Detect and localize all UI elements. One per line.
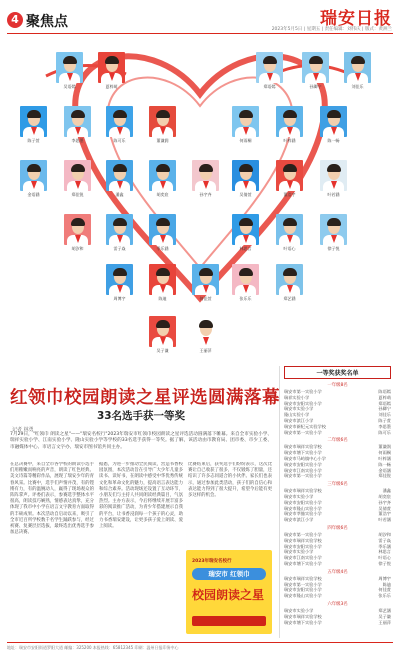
student-name: 张乐乐 <box>239 296 252 301</box>
student-photo <box>149 160 176 197</box>
newspaper-masthead: 瑞安日报 <box>320 9 392 29</box>
grade-heading: 四年级6名 <box>327 525 348 531</box>
winner-row <box>284 620 391 626</box>
portrait-image <box>232 160 259 191</box>
winner-name: 吴子谦 <box>378 613 391 619</box>
student-photo <box>192 264 219 301</box>
portrait-image <box>56 52 83 83</box>
student-name: 胡汐和 <box>71 246 84 251</box>
student-name: 何雨桐 <box>239 138 252 143</box>
article-body <box>10 432 272 637</box>
winner-row <box>284 430 391 436</box>
winner-school: 瑞安市瑞祥实验学校 <box>284 613 322 619</box>
winner-name: 叶语心 <box>378 555 391 561</box>
winner-school: 瑞安市第一实验小学 <box>284 429 322 435</box>
student-name: 潘鑫 <box>115 192 124 197</box>
winner-name: 陈一畅 <box>378 461 391 467</box>
promo-event: 2023年瑞安名校行 <box>192 559 232 564</box>
winner-school: 瑞安市安阳实验小学 <box>284 543 322 549</box>
winner-school: 瑞安市第一实验小学 <box>284 389 322 394</box>
student-name: 夏梓萌 <box>105 84 118 89</box>
promo-bar <box>192 616 266 626</box>
article-subtitle: 33名选手获一等奖 <box>96 410 186 422</box>
winner-row <box>284 517 391 523</box>
portrait-image <box>149 106 176 137</box>
portrait-image <box>232 106 259 137</box>
student-name: 郑语嫣 <box>263 84 276 89</box>
student-photo <box>106 214 133 251</box>
article-title: 红领巾校园朗读之星评选圆满落幕 <box>10 388 280 408</box>
student-name: 孙卿宁 <box>309 84 322 89</box>
winner-name: 刘佳乐 <box>378 412 391 418</box>
portrait-image <box>320 106 347 137</box>
winner-name: 董谦润 <box>378 444 391 450</box>
winner-name: 郑佳锐 <box>378 473 391 479</box>
student-name: 董浩宇 <box>283 192 296 197</box>
winner-row <box>284 593 391 599</box>
portrait-image <box>149 316 176 347</box>
winner-name: 王丽萍 <box>378 619 391 625</box>
winner-school: 瑞安市第一实验小学 <box>284 473 322 479</box>
winner-name: 季乐涵 <box>378 543 391 549</box>
winner-school: 瑞安市塘下实验小学 <box>284 560 322 566</box>
portrait-image <box>276 106 303 137</box>
student-name: 陈子萱 <box>27 138 40 143</box>
winner-name: 陈可乐 <box>378 429 391 435</box>
portrait-image <box>106 214 133 245</box>
winner-name: 胡奕宸 <box>378 493 391 499</box>
portrait-image <box>192 316 219 347</box>
student-name: 吴倩萱 <box>239 192 252 197</box>
student-photo <box>149 214 176 251</box>
portrait-image <box>344 52 371 83</box>
winner-school: 瑞安市实验小学 <box>284 493 314 499</box>
student-photo <box>344 52 371 89</box>
portrait-image <box>106 106 133 137</box>
student-name: 林思言 <box>239 246 252 251</box>
student-name: 吴语嫣 <box>63 84 76 89</box>
winner-school: 瑞安市江南实验小学 <box>284 555 322 561</box>
grade-heading: 五年级4名 <box>327 569 348 575</box>
portrait-image <box>192 264 219 295</box>
grade-heading: 一年级8名 <box>327 383 348 388</box>
student-name: 何佳萱 <box>199 296 212 301</box>
student-name: 董谦润 <box>156 138 169 143</box>
winner-school: 瑞安市塘下实验小学 <box>284 619 322 625</box>
student-photo <box>106 160 133 197</box>
winner-school: 瑞安市安阳实验小学 <box>284 499 322 505</box>
winner-name: 李思墨 <box>378 423 391 429</box>
winner-school: 瑞安市第一实验小学 <box>284 581 322 587</box>
winner-name: 孙宇齐 <box>378 499 391 505</box>
student-name: 徐子悦 <box>327 246 340 251</box>
article-column-3: 比赛结束后，获奖选手们纷纷表示，这次比赛让自己收获了很多，不仅锻炼了胆量，还结识了许多志同道合的小伙伴。家长们也表示，通过参加此类活动，孩子们的自信心和表达能力得到了很大提升，希望今后能有更多这样的机会。 <box>188 462 272 499</box>
winner-name: 董浩宇 <box>378 511 391 517</box>
winner-school: 瑞安市瑞祥实验学校 <box>284 537 322 543</box>
winner-school: 瑞安市安阳实验小学 <box>284 461 322 467</box>
winner-name: 胡汐和 <box>378 531 391 537</box>
promo-ribbon: 瑞安市 红领巾 <box>192 568 266 580</box>
student-name: 刘佳乐 <box>351 84 364 89</box>
student-name: 郑佳锐 <box>71 192 84 197</box>
winner-school: 瑞安市安阳实验小学 <box>284 587 322 593</box>
grade-heading: 六年级3名 <box>327 601 348 607</box>
winner-school: 瑞安市瑞祥实验学校 <box>284 444 322 450</box>
article-byline: 记者 林勇 <box>12 427 34 433</box>
portrait-image <box>232 264 259 295</box>
portrait-image <box>64 214 91 245</box>
winner-name: 何佳萱 <box>378 587 391 593</box>
student-photo <box>232 106 259 143</box>
portrait-image <box>232 214 259 245</box>
portrait-image <box>302 52 329 83</box>
winner-name: 夏梓萌 <box>378 394 391 400</box>
portrait-image <box>192 160 219 191</box>
student-name: 金语涵 <box>27 192 40 197</box>
student-photo <box>98 52 125 89</box>
winner-school: 瑞安市瑞祥实验学校 <box>284 488 322 494</box>
winner-school: 瑞安市江南实验小学 <box>284 467 322 473</box>
student-name: 胡奕宸 <box>156 192 169 197</box>
winner-school: 瑞安市瑞祥实验学校 <box>284 575 322 581</box>
student-photo <box>232 214 259 251</box>
student-photo <box>106 106 133 143</box>
student-name: 李思墨 <box>71 138 84 143</box>
winner-school: 隆山实验小学 <box>284 412 310 418</box>
winner-school: 瑞安市莘塍实验小学 <box>284 511 322 517</box>
page-number: 4 <box>7 12 23 28</box>
student-photo <box>232 264 259 301</box>
student-name: 叶语心 <box>283 246 296 251</box>
student-name: 孙宇齐 <box>199 192 212 197</box>
student-name: 王丽萍 <box>199 348 212 353</box>
winner-school: 瑞安市实验小学 <box>284 549 314 555</box>
winner-school: 瑞安市隆山实验小学 <box>284 593 322 599</box>
winner-name: 雷子焱 <box>378 537 391 543</box>
portrait-image <box>149 264 176 295</box>
grade-heading: 三年级6名 <box>327 482 348 488</box>
student-name: 周博宇 <box>113 296 126 301</box>
student-name: 陈可乐 <box>113 138 126 143</box>
winner-name: 陈迪 <box>382 581 391 587</box>
student-photo <box>192 316 219 353</box>
winner-name: 陈子萱 <box>378 417 391 423</box>
student-photo <box>64 214 91 251</box>
portrait-image <box>256 52 283 83</box>
winner-name: 吴倩萱 <box>378 505 391 511</box>
portrait-image <box>106 160 133 191</box>
student-photo <box>256 52 283 89</box>
winner-name: 孙卿宁 <box>378 406 391 412</box>
winner-school: 瑞安市实验小学 <box>284 607 314 613</box>
student-name: 陈一畅 <box>327 138 340 143</box>
student-photo <box>64 106 91 143</box>
grade-heading: 二年级6名 <box>327 438 348 444</box>
photo-collage <box>6 36 394 366</box>
student-photo <box>20 160 47 197</box>
portrait-image <box>106 264 133 295</box>
student-photo <box>106 264 133 301</box>
promo-headline: 校园朗读之星 <box>192 588 265 602</box>
student-photo <box>149 316 176 353</box>
student-photo <box>276 264 303 301</box>
page-footer: 地址：瑞安市安阳街道罗阳大道 邮编：325200 本报热线：65812345 印刷：温州日报印务中心 <box>7 642 393 651</box>
student-photo <box>320 214 347 251</box>
student-photo <box>232 160 259 197</box>
winner-name: 金语涵 <box>378 467 391 473</box>
student-name: 叶梓涵 <box>283 138 296 143</box>
student-name: 陈迪 <box>158 296 167 301</box>
winner-school: 瑞安市新纪元实验学校 <box>284 423 326 429</box>
portrait-image <box>320 214 347 245</box>
student-photo <box>64 160 91 197</box>
portrait-image <box>20 106 47 137</box>
portrait-image <box>149 214 176 245</box>
winner-name: 潘鑫 <box>382 488 391 494</box>
section-title: 聚焦点 <box>26 14 68 30</box>
student-photo <box>20 106 47 143</box>
portrait-image <box>276 214 303 245</box>
winner-name: 张乐乐 <box>378 593 391 599</box>
issue-meta: 2023年5月5日 | 星期五 | 责任编辑：刘伟庆 | 版式：黄洲兰 <box>271 27 392 32</box>
student-name: 季乐涵 <box>156 246 169 251</box>
winner-name: 周博宇 <box>378 575 391 581</box>
winner-row <box>284 561 391 567</box>
student-photo <box>276 160 303 197</box>
student-photo <box>192 160 219 197</box>
article-column-1: 在总决赛中，来自全市各学校的朗读小选手们用稚嫩而响亮的声音，朗读了红色经典、美文诗篇等精彩作品，展现了瑞安少年的青春风采。比赛中，选手们声情并茂，有的铿锵有力，有的温婉动人，赢得了现场观众的阵阵掌声。评委们表示，参赛选手整体水平很高，朗读技巧娴熟，情感表达真挚，充分体现了我市中小学在语言文字教育方面取得的丰硕成果。本次活动自启动以来，吸引了全市近百所学校数千名学生踊跃参与，经过初赛、复赛层层选拔，最终选出优秀选手参加总决赛。 <box>10 462 94 536</box>
winner-school: 瑞祥实验小学 <box>284 394 310 400</box>
student-photo <box>149 106 176 143</box>
header-rule <box>7 33 393 34</box>
winners-list <box>279 366 391 638</box>
student-photo <box>276 106 303 143</box>
student-photo <box>276 214 303 251</box>
portrait-image <box>20 160 47 191</box>
event-promo-graphic <box>186 550 272 634</box>
winner-name: 陈语嫣 <box>378 389 391 394</box>
student-photo <box>320 106 347 143</box>
student-photo <box>302 52 329 89</box>
winner-school: 瑞安市滨江小学 <box>284 417 314 423</box>
student-name: 叶若涵 <box>327 192 340 197</box>
winner-name: 郑语嫣 <box>378 400 391 406</box>
winner-school: 瑞安市塘下实验小学 <box>284 450 322 456</box>
student-name: 郑艺涵 <box>283 296 296 301</box>
winner-school: 瑞安市马屿镇中心小学 <box>284 455 326 461</box>
article-column-2: 据悉，为进一步推动全民阅读，营造书香校园氛围，本次活动旨在引导广大少年儿童多读书、读好书，在朗读中感受中华优秀传统文化和革命文化的魅力，提高语言表达能力和综合素养。活动现场还设置了互动环节，小朋友们与主持人共同朗读经典篇目，气氛热烈。主办方表示，今后将继续开展丰富多彩的阅读推广活动，为青少年搭建展示自我的平台，让书香浸润每一个孩子的心灵，助力书香瑞安建设，让更多孩子爱上朗读、爱上阅读。 <box>99 462 183 530</box>
portrait-image <box>64 106 91 137</box>
winner-name: 郑艺涵 <box>378 607 391 613</box>
student-photo <box>56 52 83 89</box>
portrait-image <box>149 160 176 191</box>
page-header <box>0 0 400 34</box>
winner-school: 瑞安市安阳实验小学 <box>284 400 322 406</box>
winner-name: 林思言 <box>378 549 391 555</box>
article-lead: 7月29日，"红领巾 朗读之星"——"瑞安名校行"2023年瑞安市红领巾校园朗读之星评选活动圆满落下帷幕。来自全市实验小学、瑞祥实验小学、江南实验小学、隆山实验小学等学校的33名选手获得一等奖。据了解，该活动由市教育局、团市委、市少工委、市融媒体中心、市语言文字办、瑞安市图书馆共同主办。 <box>10 432 272 450</box>
student-photo <box>149 264 176 301</box>
winner-name: 何雨桐 <box>378 450 391 456</box>
winner-school: 瑞安市滨江小学 <box>284 517 314 523</box>
winner-school: 瑞安市第一实验小学 <box>284 531 322 537</box>
winner-name: 叶若涵 <box>378 517 391 523</box>
winner-school: 瑞安市隆山实验小学 <box>284 505 322 511</box>
portrait-image <box>276 264 303 295</box>
student-photo <box>320 160 347 197</box>
student-name: 吴子谦 <box>156 348 169 353</box>
portrait-image <box>276 160 303 191</box>
winner-name: 徐子悦 <box>378 560 391 566</box>
portrait-image <box>64 160 91 191</box>
winners-title: 一等奖获奖名单 <box>284 366 391 379</box>
winner-row <box>284 473 391 479</box>
winner-school: 瑞安市实验小学 <box>284 406 314 412</box>
portrait-image <box>320 160 347 191</box>
student-name: 雷子焱 <box>113 246 126 251</box>
portrait-image <box>98 52 125 83</box>
winner-name: 叶梓涵 <box>378 455 391 461</box>
